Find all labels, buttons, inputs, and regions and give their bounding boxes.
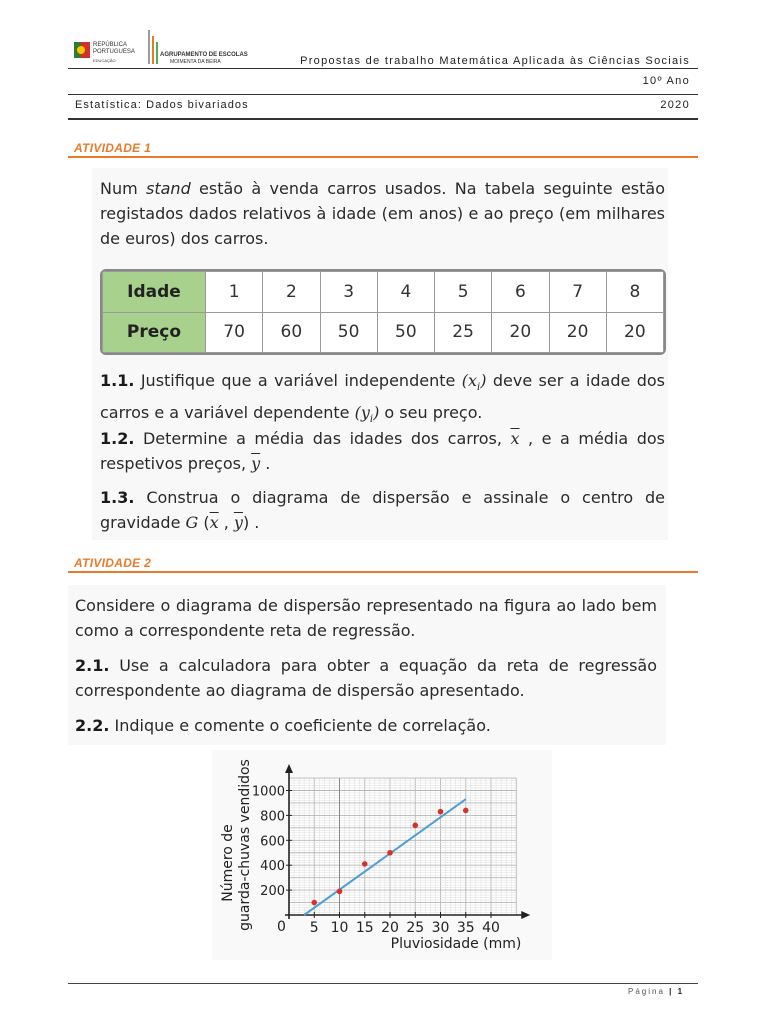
footer-divider — [68, 983, 698, 984]
y-axis-label-line2: guarda-chuvas vendidos — [237, 759, 253, 931]
x-tick-label: 25 — [406, 920, 425, 936]
y-axis-arrow-icon — [285, 764, 293, 773]
table-cell: 8 — [606, 272, 663, 313]
logo2-subtitle: MOIMENTA DA BEIRA — [170, 59, 221, 65]
table-cell: 70 — [206, 312, 263, 353]
table-cell: 20 — [492, 312, 549, 353]
x-tick-label: 30 — [431, 920, 450, 936]
question-1-1: 1.1. Justifique que a variável independente $(x_i)$ deve ser a idade dos carros e a variável dependente $(y_i)$ o seu preço. — [100, 371, 665, 426]
agrupamento-logo — [148, 28, 258, 68]
row-header-idade: Idade — [103, 272, 206, 313]
table-cell: 3 — [320, 272, 377, 313]
table-row-preco — [103, 312, 664, 353]
x-tick-label: 10 — [330, 920, 349, 936]
data-point — [438, 809, 444, 815]
x-axis-label: Pluviosidade (mm) — [390, 936, 522, 952]
table-cell: 20 — [606, 312, 663, 353]
table-cell: 4 — [377, 272, 434, 313]
table-cell: 7 — [549, 272, 606, 313]
republica-portuguesa-logo — [74, 40, 144, 66]
y-tick-label: 400 — [260, 859, 285, 875]
activity1-heading: ATIVIDADE 1 — [74, 141, 152, 155]
year-level: 10º Ano — [642, 75, 690, 87]
table-cell: 60 — [263, 312, 320, 353]
activity2-intro: Considere o diagrama de dispersão representado na figura ao lado bem como a correspondente reta de regressão. — [75, 596, 657, 640]
x-tick-label: 5 — [309, 920, 319, 936]
x-tick-label: 35 — [456, 920, 475, 936]
header-divider-1 — [68, 68, 698, 69]
x-tick-label: 40 — [482, 920, 500, 936]
x-tick-label: 15 — [355, 920, 374, 936]
question-2-2: 2.2. Indique e comente o coeficiente de correlação. — [75, 716, 491, 735]
data-point — [337, 889, 343, 895]
logo1-line1: REPÚBLICA — [93, 42, 128, 48]
document-title: Propostas de trabalho Matemática Aplicada às Ciências Sociais — [300, 55, 690, 67]
grid-background — [289, 778, 516, 915]
table-cell: 25 — [435, 312, 492, 353]
y-tick-label: 800 — [260, 809, 285, 825]
y-tick-label: 1000 — [251, 784, 285, 800]
table-cell: 6 — [492, 272, 549, 313]
question-2-1: 2.1. Use a calculadora para obter a equação da reta de regressão correspondente ao diagrama de dispersão apresentado. — [75, 656, 657, 700]
table-row-idade — [103, 272, 664, 313]
shield-icon — [74, 42, 90, 58]
activity2-heading: ATIVIDADE 2 — [74, 556, 152, 570]
y-tick-label: 600 — [260, 834, 285, 850]
car-data-table — [100, 269, 666, 355]
table-cell: 50 — [377, 312, 434, 353]
origin-label: 0 — [277, 919, 286, 935]
question-1-2: 1.2. Determine a média das idades dos carros, $\overline{x}$ , e a média dos respetivos preços, $\overline{y}$ . — [100, 429, 665, 473]
table-cell: 5 — [435, 272, 492, 313]
y-axis-label-line1: Número de — [220, 824, 236, 902]
logo2-title: AGRUPAMENTO DE ESCOLAS — [160, 52, 248, 58]
data-point — [412, 823, 418, 829]
page-footer: Página | 1 — [628, 987, 685, 996]
topic: Estatística: Dados bivariados — [75, 99, 249, 111]
logo1-line3: EDUCAÇÃO — [93, 58, 116, 63]
data-point — [387, 850, 393, 856]
row-header-preco: Preço — [103, 312, 206, 353]
table-cell: 2 — [263, 272, 320, 313]
x-tick-label: 20 — [381, 920, 399, 936]
y-tick-label: 200 — [260, 884, 285, 900]
table-cell: 1 — [206, 272, 263, 313]
data-point — [463, 808, 469, 814]
table-cell: 20 — [549, 312, 606, 353]
data-point — [311, 900, 317, 906]
x-axis-arrow-icon — [521, 911, 530, 919]
header-divider-2 — [68, 94, 698, 95]
table-cell: 50 — [320, 312, 377, 353]
scatter-chart — [212, 750, 552, 960]
activity2-rule — [68, 571, 698, 573]
year: 2020 — [660, 99, 690, 111]
data-point — [362, 861, 368, 867]
header-divider-3 — [68, 118, 698, 120]
logo1-line2: PORTUGUESA — [93, 49, 135, 55]
activity1-intro: Num stand estão à venda carros usados. Na tabela seguinte estão registados dados relativos à idade (em anos) e ao preço (em milhares de euros) dos carros. — [100, 179, 666, 248]
chart-grid — [289, 778, 516, 915]
question-1-3: 1.3. Construa o diagrama de dispersão e assinale o centro de gravidade G ($\overline{x}$ , $\overline{y}$) . — [100, 488, 665, 532]
activity1-rule — [68, 156, 698, 158]
